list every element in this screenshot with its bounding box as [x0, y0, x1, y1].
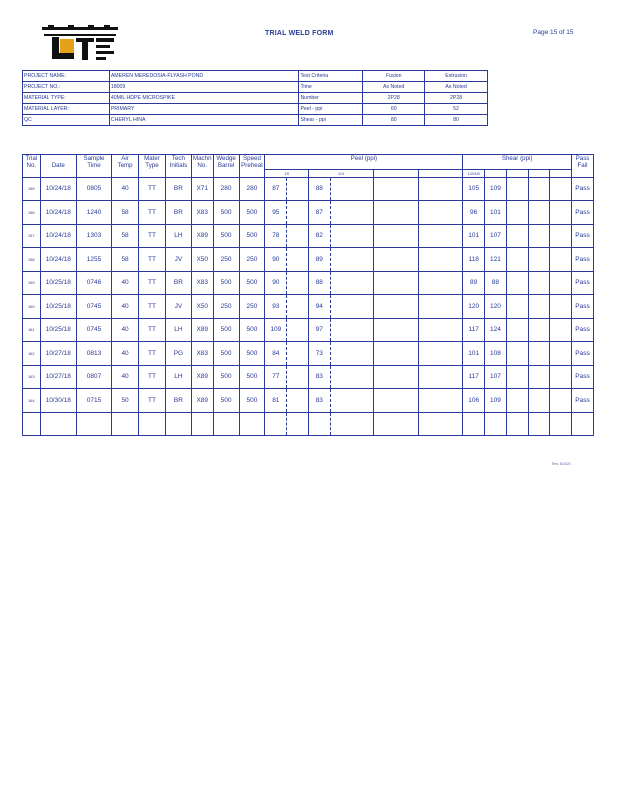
pass-fail: Pass [572, 248, 594, 272]
peel-2 [308, 412, 330, 436]
table-row [23, 365, 594, 389]
info-label: PROJECT NAME: [23, 71, 110, 82]
table-row [23, 224, 594, 248]
col-pass-fail: Pass Fail [572, 155, 594, 170]
shear-2: 107 [485, 224, 507, 248]
speed-preheat: 500 [239, 224, 265, 248]
sample-time: 0745 [76, 318, 111, 342]
pass-fail: Pass [572, 318, 594, 342]
peel-empty [374, 271, 419, 295]
material-type: TT [139, 365, 166, 389]
air-temp: 40 [112, 177, 139, 201]
criteria-label: Test Criteria [299, 71, 363, 82]
peel-1-pad [287, 365, 309, 389]
material-type: TT [139, 295, 166, 319]
shear-empty [528, 365, 550, 389]
shear-empty [550, 271, 572, 295]
tech-initials: JV [165, 295, 191, 319]
tech-initials: BR [165, 389, 191, 413]
peel-1: 87 [265, 177, 287, 201]
shear-1: 117 [463, 318, 485, 342]
col-air-temp: Air Temp [112, 155, 139, 170]
peel-2-pad [330, 389, 374, 413]
peel-2-pad [330, 295, 374, 319]
peel-1: 84 [265, 342, 287, 366]
shear-empty [550, 248, 572, 272]
shear-1: 101 [463, 224, 485, 248]
shear-empty [528, 201, 550, 225]
sample-time: 1240 [76, 201, 111, 225]
peel-empty [374, 342, 419, 366]
date: 10/24/18 [40, 248, 76, 272]
shear-empty [550, 365, 572, 389]
col-speed-preheat: Speed Preheat [239, 155, 265, 170]
shear-1 [463, 412, 485, 436]
trial-no: 162 [23, 342, 41, 366]
fusion-value: 2P28 [363, 93, 425, 104]
table-row [23, 342, 594, 366]
company-logo [40, 25, 120, 63]
peel-2: 89 [308, 248, 330, 272]
tech-initials: LH [165, 365, 191, 389]
material-type: TT [139, 248, 166, 272]
shear-sub: 1/2/4/6 [463, 169, 485, 177]
material-type [139, 412, 166, 436]
extrusion-value: 80 [425, 115, 488, 126]
machine-no [191, 412, 213, 436]
peel-empty [418, 365, 463, 389]
revision-note: Rev. 8/2020 [552, 462, 571, 466]
wedge-barrel: 250 [213, 295, 239, 319]
peel-2-pad [330, 412, 374, 436]
wedge-barrel: 250 [213, 248, 239, 272]
info-value: AMEREN MEREDOSIA-FLYASH POND [109, 71, 299, 82]
wedge-barrel: 280 [213, 177, 239, 201]
pass-fail: Pass [572, 201, 594, 225]
date: 10/25/18 [40, 295, 76, 319]
peel-empty [374, 201, 419, 225]
trial-no: 156 [23, 201, 41, 225]
peel-empty [374, 365, 419, 389]
shear-empty [528, 177, 550, 201]
peel-2: 83 [308, 365, 330, 389]
table-row [23, 248, 594, 272]
wedge-barrel: 500 [213, 318, 239, 342]
air-temp: 40 [112, 295, 139, 319]
criteria-label: Number [299, 93, 363, 104]
date: 10/27/18 [40, 365, 76, 389]
pass-fail: Pass [572, 389, 594, 413]
material-type: TT [139, 342, 166, 366]
pass-fail: Pass [572, 295, 594, 319]
date: 10/27/18 [40, 342, 76, 366]
shear-empty [550, 318, 572, 342]
peel-1: 90 [265, 271, 287, 295]
shear-2: 121 [485, 248, 507, 272]
peel-empty [374, 412, 419, 436]
shear-empty [506, 342, 528, 366]
shear-empty [506, 201, 528, 225]
peel-empty [418, 342, 463, 366]
shear-1: 105 [463, 177, 485, 201]
extrusion-value: Extrusion [425, 71, 488, 82]
peel-1-pad [287, 295, 309, 319]
peel-1 [265, 412, 287, 436]
trial-no: 155 [23, 177, 41, 201]
material-type: TT [139, 224, 166, 248]
shear-1: 96 [463, 201, 485, 225]
tech-initials: PG [165, 342, 191, 366]
col-trial: Trial No. [23, 155, 41, 170]
peel-2: 82 [308, 224, 330, 248]
fusion-value: 80 [363, 115, 425, 126]
tech-initials: JV [165, 248, 191, 272]
peel-2-pad [330, 318, 374, 342]
peel-1-pad [287, 389, 309, 413]
shear-empty [506, 295, 528, 319]
machine-no: X83 [191, 271, 213, 295]
peel-2: 88 [308, 177, 330, 201]
info-value: CHERYL HINA [109, 115, 299, 126]
page-number: Page 15 of 15 [533, 29, 574, 36]
machine-no: X50 [191, 295, 213, 319]
peel-empty [374, 389, 419, 413]
speed-preheat: 250 [239, 295, 265, 319]
tech-initials: LH [165, 318, 191, 342]
trial-no: 164 [23, 389, 41, 413]
extrusion-value: As Noted [425, 82, 488, 93]
shear-1: 118 [463, 248, 485, 272]
machine-no: X71 [191, 177, 213, 201]
fusion-value: As Noted [363, 82, 425, 93]
peel-2-pad [330, 365, 374, 389]
info-value: 18009 [109, 82, 299, 93]
info-row [23, 104, 488, 115]
speed-preheat: 500 [239, 342, 265, 366]
info-row [23, 71, 488, 82]
info-row [23, 115, 488, 126]
peel-empty [418, 389, 463, 413]
fusion-value: Fusion [363, 71, 425, 82]
air-temp: 40 [112, 342, 139, 366]
shear-empty [506, 271, 528, 295]
shear-empty [506, 224, 528, 248]
air-temp: 40 [112, 318, 139, 342]
air-temp: 58 [112, 224, 139, 248]
peel-2-pad [330, 177, 374, 201]
peel-2: 73 [308, 342, 330, 366]
shear-empty [528, 342, 550, 366]
pass-fail [572, 412, 594, 436]
shear-empty [506, 365, 528, 389]
sample-time: 0715 [76, 389, 111, 413]
wedge-barrel: 500 [213, 389, 239, 413]
sample-time: 1255 [76, 248, 111, 272]
date: 10/24/18 [40, 224, 76, 248]
machine-no: X89 [191, 318, 213, 342]
peel-2-pad [330, 271, 374, 295]
material-type: TT [139, 177, 166, 201]
material-type: TT [139, 271, 166, 295]
material-type: TT [139, 389, 166, 413]
speed-preheat [239, 412, 265, 436]
info-value: 40MIL HDPE MICROSPIKE [109, 93, 299, 104]
tech-initials: BR [165, 177, 191, 201]
col-wedge-barrel: Wedge Barrel [213, 155, 239, 170]
speed-preheat: 280 [239, 177, 265, 201]
date: 10/24/18 [40, 201, 76, 225]
peel-empty [418, 295, 463, 319]
col-material-type: Mater Type [139, 155, 166, 170]
info-label: MATERIAL TYPE: [23, 93, 110, 104]
table-row [23, 271, 594, 295]
peel-2-pad [330, 342, 374, 366]
shear-2: 109 [485, 389, 507, 413]
shear-empty [506, 389, 528, 413]
speed-preheat: 250 [239, 248, 265, 272]
peel-empty [418, 271, 463, 295]
speed-preheat: 500 [239, 271, 265, 295]
wedge-barrel: 500 [213, 342, 239, 366]
peel-sub-1: 1S [265, 169, 309, 177]
sample-time: 0805 [76, 177, 111, 201]
peel-empty [418, 177, 463, 201]
shear-empty [528, 248, 550, 272]
machine-no: X83 [191, 342, 213, 366]
peel-1: 109 [265, 318, 287, 342]
shear-empty [550, 295, 572, 319]
shear-2: 108 [485, 342, 507, 366]
tech-initials: LH [165, 224, 191, 248]
shear-empty [550, 201, 572, 225]
material-type: TT [139, 318, 166, 342]
date: 10/25/18 [40, 271, 76, 295]
tech-initials: BR [165, 271, 191, 295]
form-title: TRIAL WELD FORM [265, 30, 334, 37]
peel-sub-2: 2/4 [308, 169, 373, 177]
wedge-barrel [213, 412, 239, 436]
sample-time [76, 412, 111, 436]
air-temp [112, 412, 139, 436]
info-label: MATERIAL LAYER: [23, 104, 110, 115]
peel-2: 97 [308, 318, 330, 342]
shear-empty [506, 318, 528, 342]
pass-fail: Pass [572, 177, 594, 201]
peel-empty [374, 224, 419, 248]
info-value: PRIMARY [109, 104, 299, 115]
table-subheader-row [23, 169, 594, 177]
shear-empty [506, 248, 528, 272]
project-info-table [22, 70, 488, 126]
peel-2: 83 [308, 389, 330, 413]
shear-empty [528, 224, 550, 248]
col-peel: Peel (ppi) [265, 155, 463, 170]
criteria-label: Peel - ppi [299, 104, 363, 115]
sample-time: 0746 [76, 271, 111, 295]
peel-1: 90 [265, 248, 287, 272]
peel-1-pad [287, 412, 309, 436]
air-temp: 58 [112, 248, 139, 272]
speed-preheat: 500 [239, 389, 265, 413]
machine-no: X83 [191, 201, 213, 225]
wedge-barrel: 500 [213, 271, 239, 295]
speed-preheat: 500 [239, 201, 265, 225]
peel-empty [418, 248, 463, 272]
peel-1-pad [287, 201, 309, 225]
peel-2-pad [330, 224, 374, 248]
col-date: Date [40, 155, 76, 170]
fusion-value: 60 [363, 104, 425, 115]
shear-2 [485, 412, 507, 436]
shear-empty [550, 177, 572, 201]
extrusion-value: 52 [425, 104, 488, 115]
trial-no: 163 [23, 365, 41, 389]
peel-1-pad [287, 177, 309, 201]
peel-1: 78 [265, 224, 287, 248]
speed-preheat: 500 [239, 365, 265, 389]
trial-no: 158 [23, 248, 41, 272]
sample-time: 0745 [76, 295, 111, 319]
table-row [23, 412, 594, 436]
shear-empty [550, 389, 572, 413]
shear-2: 107 [485, 365, 507, 389]
table-row [23, 295, 594, 319]
info-label: PROJECT NO.: [23, 82, 110, 93]
shear-empty [528, 412, 550, 436]
info-row [23, 82, 488, 93]
shear-1: 117 [463, 365, 485, 389]
sample-time: 1303 [76, 224, 111, 248]
tech-initials: BR [165, 201, 191, 225]
col-tech-initials: Tech Initials [165, 155, 191, 170]
pass-fail: Pass [572, 365, 594, 389]
table-row [23, 389, 594, 413]
date: 10/30/18 [40, 389, 76, 413]
peel-1-pad [287, 248, 309, 272]
machine-no: X89 [191, 389, 213, 413]
criteria-label: Shear - ppi [299, 115, 363, 126]
peel-empty [418, 201, 463, 225]
table-row [23, 201, 594, 225]
table-header-row [23, 155, 594, 170]
shear-empty [506, 177, 528, 201]
machine-no: X89 [191, 365, 213, 389]
shear-2: 124 [485, 318, 507, 342]
pass-fail: Pass [572, 224, 594, 248]
pass-fail: Pass [572, 342, 594, 366]
shear-empty [528, 389, 550, 413]
info-row [23, 93, 488, 104]
wedge-barrel: 500 [213, 201, 239, 225]
machine-no: X89 [191, 224, 213, 248]
air-temp: 58 [112, 201, 139, 225]
wedge-barrel: 500 [213, 224, 239, 248]
shear-empty [550, 342, 572, 366]
peel-1: 81 [265, 389, 287, 413]
trial-no: 157 [23, 224, 41, 248]
shear-2: 120 [485, 295, 507, 319]
air-temp: 50 [112, 389, 139, 413]
tech-initials [165, 412, 191, 436]
peel-1-pad [287, 318, 309, 342]
col-sample-time: Sample Time [76, 155, 111, 170]
peel-empty [374, 177, 419, 201]
peel-empty [374, 318, 419, 342]
peel-empty [374, 295, 419, 319]
shear-empty [528, 295, 550, 319]
trial-no [23, 412, 41, 436]
shear-1: 120 [463, 295, 485, 319]
shear-empty [528, 318, 550, 342]
shear-empty [550, 412, 572, 436]
shear-empty [506, 412, 528, 436]
date: 10/24/18 [40, 177, 76, 201]
shear-1: 106 [463, 389, 485, 413]
sample-time: 0807 [76, 365, 111, 389]
shear-2: 109 [485, 177, 507, 201]
peel-empty [418, 412, 463, 436]
date [40, 412, 76, 436]
shear-2: 88 [485, 271, 507, 295]
peel-2-pad [330, 201, 374, 225]
peel-empty [418, 318, 463, 342]
criteria-label: Time [299, 82, 363, 93]
trial-weld-table [22, 154, 594, 436]
shear-empty [550, 224, 572, 248]
wedge-barrel: 500 [213, 365, 239, 389]
material-type: TT [139, 201, 166, 225]
extrusion-value: 2P28 [425, 93, 488, 104]
peel-1: 77 [265, 365, 287, 389]
trial-no: 161 [23, 318, 41, 342]
info-label: QC [23, 115, 110, 126]
peel-1-pad [287, 342, 309, 366]
air-temp: 40 [112, 365, 139, 389]
table-row [23, 318, 594, 342]
col-shear: Shear (ppi) [463, 155, 572, 170]
sample-time: 0813 [76, 342, 111, 366]
shear-empty [528, 271, 550, 295]
shear-1: 89 [463, 271, 485, 295]
shear-2: 101 [485, 201, 507, 225]
trial-no: 160 [23, 295, 41, 319]
peel-2: 94 [308, 295, 330, 319]
peel-empty [418, 224, 463, 248]
air-temp: 40 [112, 271, 139, 295]
peel-1: 95 [265, 201, 287, 225]
trial-no: 159 [23, 271, 41, 295]
peel-empty [374, 248, 419, 272]
machine-no: X50 [191, 248, 213, 272]
shear-1: 101 [463, 342, 485, 366]
date: 10/25/18 [40, 318, 76, 342]
peel-1-pad [287, 224, 309, 248]
peel-2-pad [330, 248, 374, 272]
table-row [23, 177, 594, 201]
peel-1: 93 [265, 295, 287, 319]
peel-2: 88 [308, 271, 330, 295]
col-machine-no: Machn No. [192, 155, 212, 169]
pass-fail: Pass [572, 271, 594, 295]
speed-preheat: 500 [239, 318, 265, 342]
peel-1-pad [287, 271, 309, 295]
peel-2: 87 [308, 201, 330, 225]
